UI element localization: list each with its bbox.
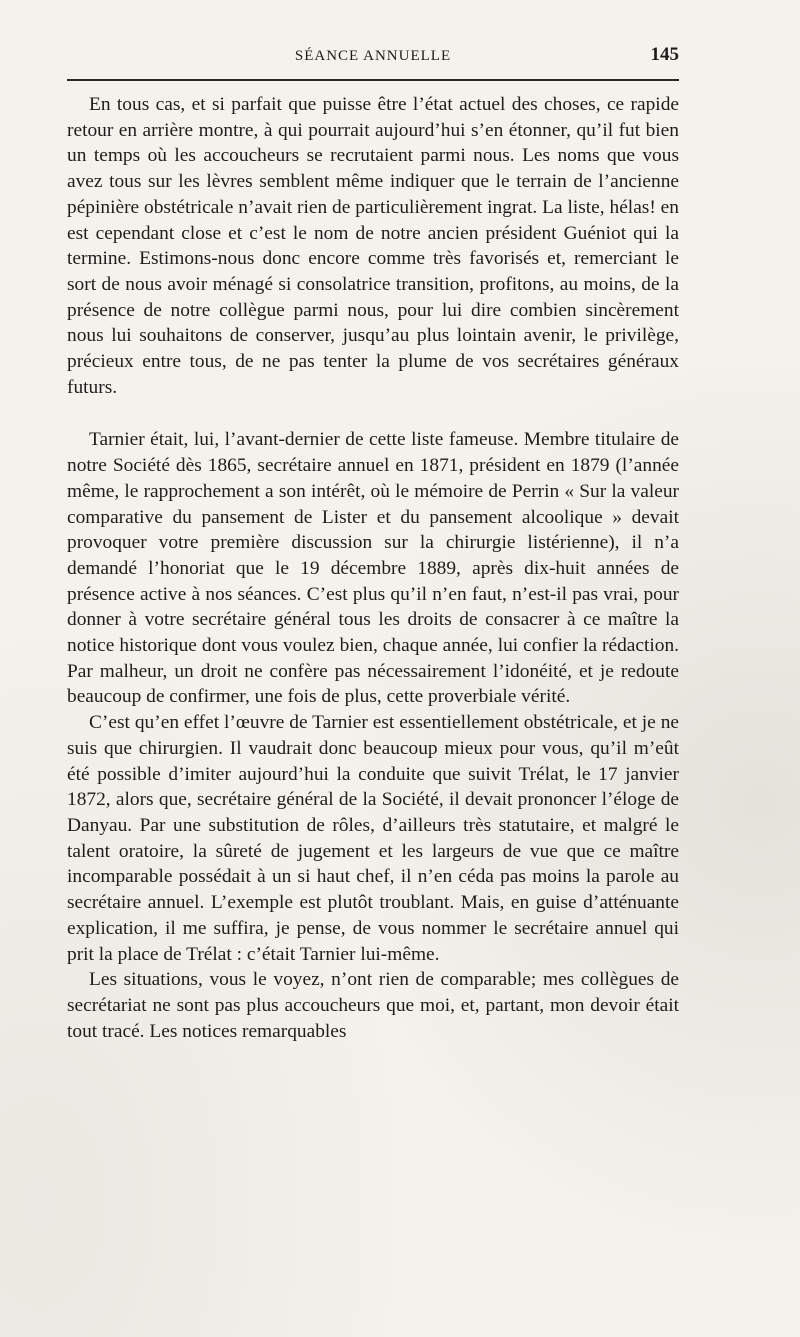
running-title: SÉANCE ANNUELLE	[294, 48, 452, 64]
paragraph: Les situations, vous le voyez, n’ont rien de comparable; mes collègues de secrétariat ne sont pas plus accoucheurs que moi, et, partant, mon devoir était tout tracé. Les notices remarquables	[67, 969, 679, 1042]
paragraph: Tarnier était, lui, l’avant-dernier de cette liste fameuse. Membre titulaire de notre Société dès 1865, secrétaire annuel en 1871, président en 1879 (l’année même, le rapprochement a son intérêt, où le mémoire de Perrin « Sur la valeur comparative du pansement de Lister et du pansement alcoolique » devait provoquer votre première discussion sur la chirurgie listérienne), il n’a demandé l’honoriat que le 19 décembre 1889, après dix-huit années de présence active à nos séances. C’est plus qu’il n’en faut, n’est-il pas vrai, pour donner à votre secrétaire général tous les droits de consacrer à ce maître la notice historique dont vous voulez bien, chaque année, lui confier la rédaction. Par malheur, un droit ne confère pas nécessairement l’idonéité, et je redoute beaucoup de confirmer, une fois de plus, cette proverbiale vérité.	[67, 429, 679, 708]
page-number: 145	[650, 44, 679, 65]
paragraph: En tous cas, et si parfait que puisse être l’état actuel des choses, ce rapide retour en arrière montre, à qui pourrait aujourd’hui s’en étonner, qu’il fut bien un temps où les accoucheurs se recrutaient parmi nous. Les noms que vous avez tous sur les lèvres semblent même indiquer que le terrain de l’ancienne pépinière obstétricale n’avait rien de particulièrement ingrat. La liste, hélas! en est cependant close et c’est le nom de notre ancien président Guéniot qui la termine. Estimons-nous donc encore comme très favorisés et, remerciant le sort de nous avoir ménagé si consolatrice transition, profitons, au moins, de la présence de notre collègue parmi nous, pour lui dire combien sincèrement nous lui souhaitons de conserver, jusqu’au plus lointain avenir, le privilège, précieux entre tous, de ne pas tenter la plume de vos secrétaires généraux futurs.	[67, 94, 679, 398]
paragraph: C’est qu’en effet l’œuvre de Tarnier est essentiellement obstétricale, et je ne suis que chirurgien. Il vaudrait donc beaucoup mieux pour vous, qu’il m’eût été possible d’imiter aujourd’hui la conduite que suivit Trélat, le 17 janvier 1872, alors que, secrétaire général de la Société, il devait prononcer l’éloge de Danyau. Par une substitution de rôles, d’ailleurs très statutaire, et malgré le talent oratoire, la sûreté de jugement et les largeurs de vue que ce maître incomparable possédait à un si haut chef, il n’en céda pas moins la parole au secrétaire annuel. L’exemple est plutôt troublant. Mais, en guise d’atténuante explication, il me suffira, je pense, de vous nommer le secrétaire annuel qui prit la place de Trélat : c’était Tarnier lui-même.	[67, 712, 679, 965]
body-text	[67, 92, 679, 1044]
running-head	[67, 44, 679, 68]
header-rule	[67, 79, 679, 81]
